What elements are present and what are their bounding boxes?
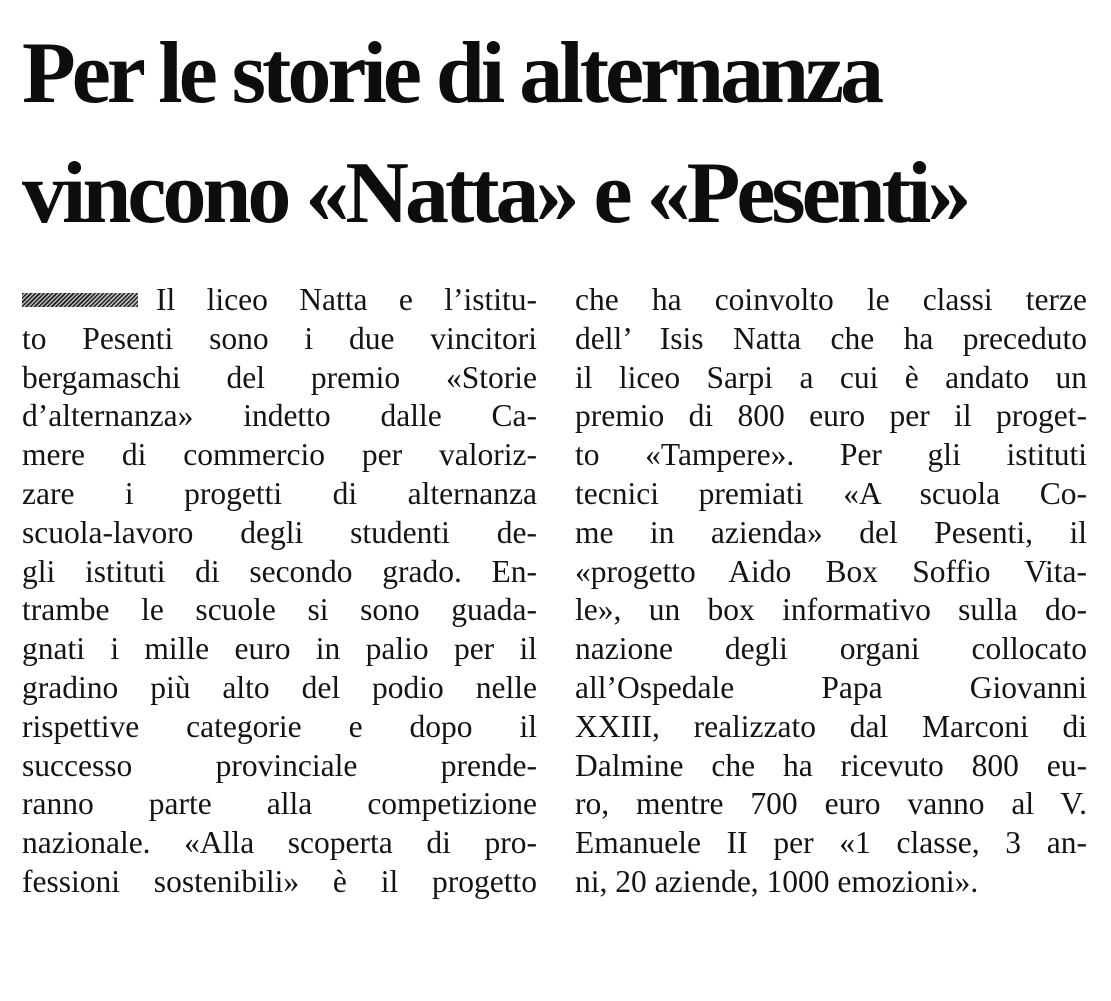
text-line: successo provinciale prende- <box>22 747 537 783</box>
text-line: ro, mentre 700 euro vanno al V. <box>575 786 1087 822</box>
text-line: Dalmine che ha ricevuto 800 eu- <box>575 747 1087 783</box>
text-line: bergamaschi del premio «Storie <box>22 359 537 395</box>
text-line: ni, 20 aziende, 1000 emozioni». <box>575 863 979 899</box>
text-line: il liceo Sarpi a cui è andato un <box>575 359 1087 395</box>
text-line: gli istituti di secondo grado. En- <box>22 553 537 589</box>
headline-line: vincono «Natta» e «Pesenti» <box>22 145 968 242</box>
text-line: mere di commercio per valoriz- <box>22 437 537 473</box>
text-line: rispettive categorie e dopo il <box>22 708 537 744</box>
text-line <box>22 281 537 320</box>
text-line: ranno parte alla competizione <box>22 786 537 822</box>
lead-text: Il liceo Natta e l’istitu- <box>156 282 537 317</box>
headline-line: Per le storie di alternanza <box>22 25 881 122</box>
text-line: gradino più alto del podio nelle <box>22 669 537 705</box>
text-line: le», un box informativo sulla do- <box>575 592 1087 628</box>
text-line: all’Ospedale Papa Giovanni <box>575 669 1087 705</box>
headline <box>22 14 967 254</box>
text-line: nazione degli organi collocato <box>575 631 1087 667</box>
text-line: tecnici premiati «A scuola Co- <box>575 475 1087 511</box>
text-line: fessioni sostenibili» è il progetto <box>22 863 537 899</box>
text-line: scuola-lavoro degli studenti de- <box>22 514 537 550</box>
text-line: me in azienda» del Pesenti, il <box>575 514 1087 550</box>
text-line: to Pesenti sono i due vincitori <box>22 320 537 356</box>
lead-bar-ornament <box>22 293 138 307</box>
text-line: «progetto Aido Box Soffio Vita- <box>575 553 1087 589</box>
text-line: nazionale. «Alla scoperta di pro- <box>22 825 537 861</box>
text-line: che ha coinvolto le classi terze <box>575 282 1087 317</box>
text-line: XXIII, realizzato dal Marconi di <box>575 708 1087 744</box>
body-column-left <box>22 281 537 902</box>
text-line: d’alternanza» indetto dalle Ca- <box>22 398 537 434</box>
body-column-right <box>575 281 1087 902</box>
text-line: premio di 800 euro per il proget- <box>575 398 1087 434</box>
text-line: gnati i mille euro in palio per il <box>22 631 537 667</box>
text-line: Emanuele II per «1 classe, 3 an- <box>575 825 1087 861</box>
text-line: dell’ Isis Natta che ha preceduto <box>575 320 1087 356</box>
text-line: zare i progetti di alternanza <box>22 475 537 511</box>
text-line: to «Tampere». Per gli istituti <box>575 437 1087 473</box>
text-line: trambe le scuole si sono guada- <box>22 592 537 628</box>
